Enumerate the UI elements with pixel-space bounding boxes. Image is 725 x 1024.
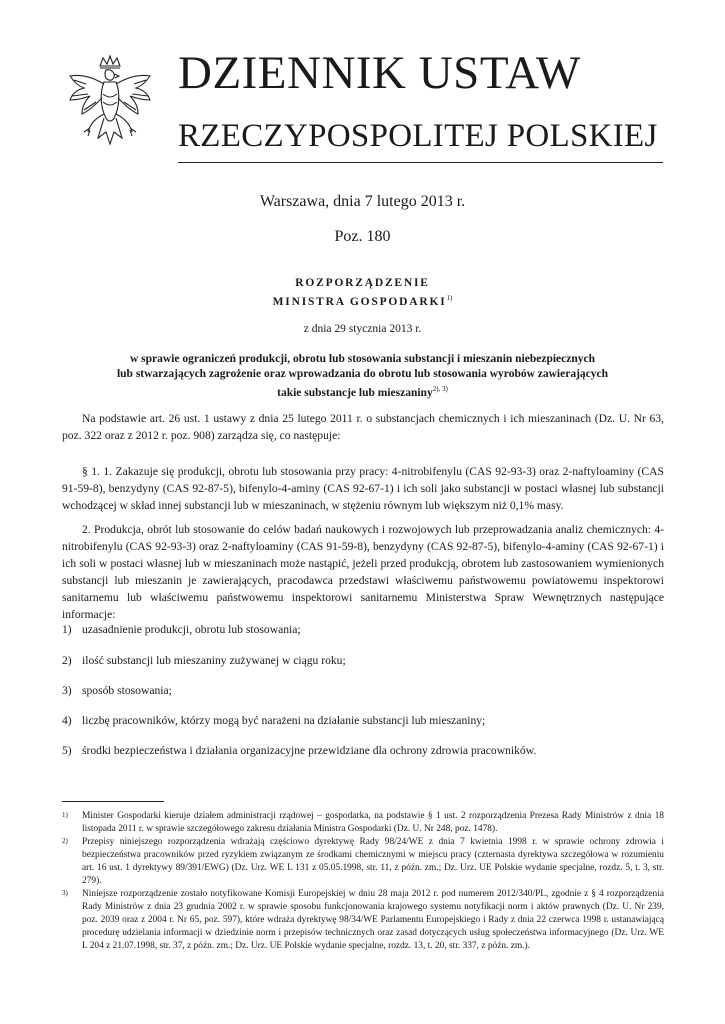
- list-item-text: ilość substancji lub mieszaniny zużywanej w ciągu roku;: [82, 654, 346, 667]
- act-date: z dnia 29 stycznia 2013 r.: [303, 323, 422, 335]
- header-rule: [178, 162, 663, 163]
- footnote-mark: 2): [62, 837, 68, 845]
- footnote-ref: 1): [446, 294, 453, 302]
- act-subject: [90, 352, 635, 401]
- journal-title: DZIENNIK USTAW: [178, 47, 581, 99]
- footnote-text: Przepisy niniejszego rozporządzenia wdrażają częściowo dyrektywę Rady 98/24/WE z dnia 7 kwietnia 1998 r. w sprawie ochrony zdrowia i bezpieczeństwa pracowników przed ryzykiem związanym ze środkami chemicznymi w miejscu pracy (czternasta dyrektywa szczegółowa w rozumieniu art. 16 ust. 1 dyrektywy 89/391/EWG) (Dz. Urz. WE L 131 z 05.05.1998, str. 11, z późn. zm.; Dz. Urz. UE Polskie wydanie specjalne, rozdz. 5, t. 3, str. 279).: [82, 837, 664, 886]
- list-item-text: liczbę pracowników, którzy mogą być narażeni na działanie substancji lub mieszaniny;: [82, 714, 486, 727]
- list-item-number: 1): [62, 623, 72, 636]
- legal-basis-paragraph: Na podstawie art. 26 ust. 1 ustawy z dnia 25 lutego 2011 r. o substancjach chemicznych i ich mieszaninach (Dz. U. Nr 63, poz. 322 oraz z 2012 r. poz. 908) zarządza się, co następuje:: [62, 412, 664, 442]
- list-item-number: 3): [62, 684, 72, 697]
- section-2-paragraph: 2. Produkcja, obrót lub stosowanie do celów badań naukowych i rozwojowych lub przeprowadzania analiz chemicznych: 4-nitrobifenylu (CAS 92-93-3) oraz 2-naftyloaminy (CAS 91-59-8), benzydyny (CAS 92-87-5), bifenylo-4-aminy (CAS 92-67-1) i ich soli w postaci własnej lub w mieszaninach może nastąpić, jeżeli przed produkcją, obrotem lub zastosowaniem wymienionych substancji lub mieszanin je zawierających, pracodawca przedstawi właściwemu państwowemu powiatowemu inspektorowi sanitarnemu lub właściwemu państwowemu inspektorowi sanitarnemu Ministerstwa Spraw Wewnętrznych następujące informacje:: [62, 523, 664, 621]
- list-item-number: 5): [62, 744, 72, 757]
- footnote-mark: 1): [62, 811, 68, 819]
- journal-subtitle: RZECZYPOSPOLITEJ POLSKIEJ: [178, 118, 658, 154]
- publication-dateline: Warszawa, dnia 7 lutego 2013 r.: [259, 193, 466, 210]
- act-issuer: [0, 294, 725, 308]
- footnote-separator: [62, 801, 164, 802]
- section-1-paragraph: § 1. 1. Zakazuje się produkcji, obrotu lub stosowania przy pracy: 4-nitrobifenylu (CAS 92-93-3) oraz 2-naftyloaminy (CAS 91-59-8), benzydyny (CAS 92-87-5), bifenylo-4-aminy (CAS 92-67-1) i ich soli jako substancji w postaci własnej lub substancji wchodzącej w skład innej substancji lub w mieszaninach, w stężeniu równym lub większym niż 0,1% masy.: [62, 465, 664, 512]
- subject-line-text: takie substancje lub mieszaniny: [277, 386, 433, 399]
- footnote-text: Minister Gospodarki kieruje działem administracji rządowej – gospodarka, na podstawie § 1 ust. 2 rozporządzenia Prezesa Rady Ministrów z dnia 18 listopada 2011 r. w sprawie szczegółowego zakresu działania Ministra Gospodarki (Dz. U. Nr 248, poz. 1478).: [82, 811, 664, 834]
- footnote: [62, 810, 664, 836]
- list-item-number: 2): [62, 654, 72, 667]
- subject-line: [90, 382, 635, 401]
- footnote-text: Niniejsze rozporządzenie zostało notyfikowane Komisji Europejskiej w dniu 28 maja 2012 r. pod numerem 2012/340/PL, zgodnie z § 4 rozporządzenia Rady Ministrów z dnia 23 grudnia 2002 r. w sprawie sposobu funkcjonowania krajowego systemu notyfikacji norm i aktów prawnych (Dz. U. Nr 239, poz. 2039 oraz z 2004 r. Nr 65, poz. 597), które wdraża dyrektywę 98/34/WE Parlamentu Europejskiego i Rady z dnia 22 czerwca 1998 r. ustanawiającą procedurę udzielania informacji w dziedzinie norm i przepisów technicznych oraz zasad dotyczących usług społeczeństwa informacyjnego (Dz. Urz. WE L 204 z 21.07.1998, str. 37, z późn. zm.; Dz. Urz. UE Polskie wydanie specjalne, rozdz. 13, t. 20, str. 337, z późn. zm.).: [82, 889, 664, 951]
- list-item-text: sposób stosowania;: [82, 684, 172, 697]
- list-item-text: środki bezpieczeństwa i działania organizacyjne przewidziane dla ochrony zdrowia pracowników.: [82, 744, 537, 757]
- footnote-mark: 3): [62, 889, 68, 897]
- position-number: Poz. 180: [334, 228, 391, 245]
- footnote: [62, 836, 664, 888]
- white-eagle-emblem-icon: [60, 52, 160, 162]
- footnote: [62, 888, 664, 953]
- act-issuer-name: MINISTRA GOSPODARKI: [272, 295, 447, 308]
- subject-line: w sprawie ograniczeń produkcji, obrotu lub stosowania substancji i mieszanin niebezpiecznych: [129, 353, 596, 365]
- act-type: ROZPORZĄDZENIE: [295, 277, 430, 289]
- footnote-ref: 2), 3): [432, 385, 448, 393]
- list-item-number: 4): [62, 714, 72, 727]
- subject-line: lub stwarzających zagrożenie oraz wprowadzania do obrotu lub stosowania wyrobów zawierających: [116, 368, 609, 380]
- list-item-text: uzasadnienie produkcji, obrotu lub stosowania;: [82, 623, 301, 636]
